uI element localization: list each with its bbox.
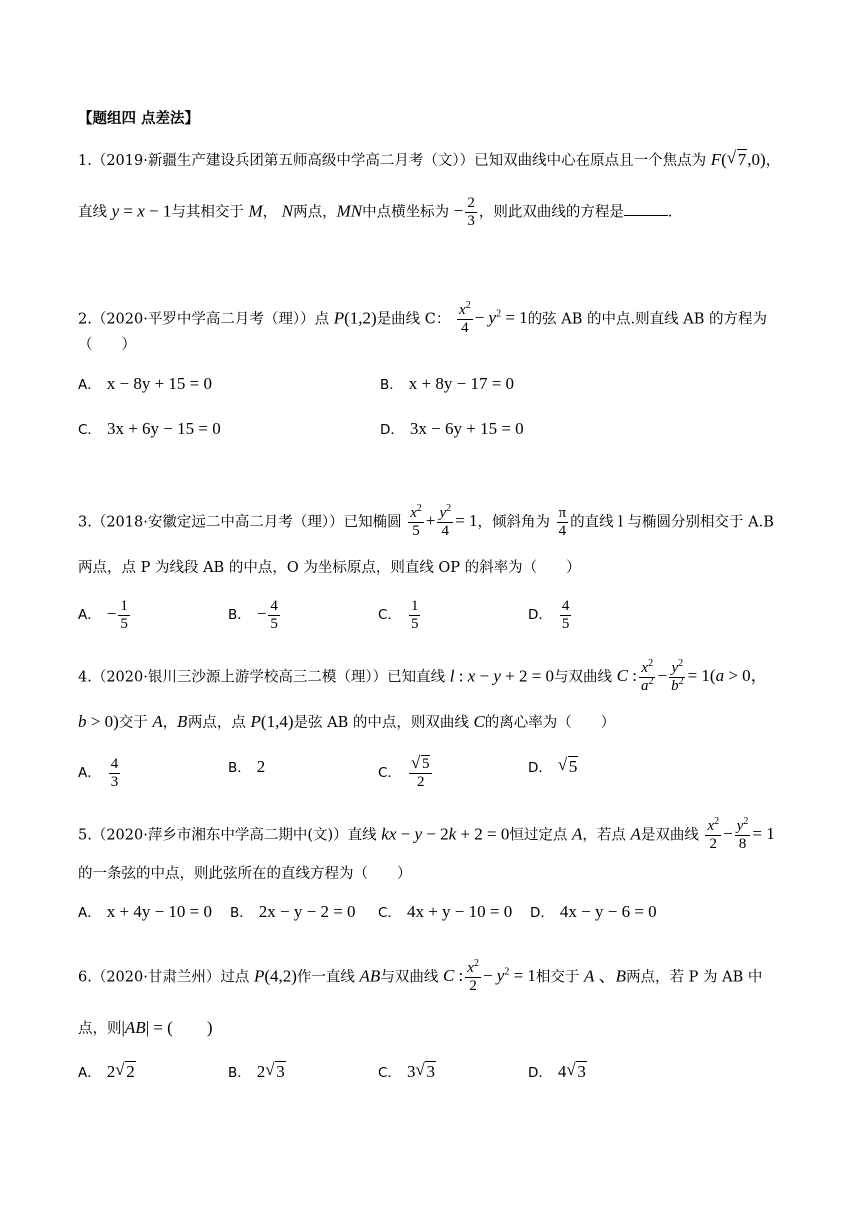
option-value: 2√ 3	[257, 1062, 286, 1081]
question-1-focus: F(√ 7,0)	[711, 150, 766, 169]
point-b: B	[177, 715, 188, 731]
question-3-option-a[interactable]	[78, 598, 132, 633]
question-2-option-c[interactable]	[78, 418, 221, 441]
question-3-text-a: 已知椭圆	[343, 514, 402, 531]
question-3-text-c: 的直线 l 与椭圆分别相交于 A.B	[570, 514, 774, 531]
question-6-text-line2: 点，则	[78, 1021, 122, 1037]
question-3-option-c[interactable]	[378, 598, 422, 633]
question-5-source: 5.（2020·萍乡市湘东中学高二期中(文)）	[78, 827, 348, 844]
option-value: x − 8y + 15 = 0	[106, 374, 213, 393]
section-heading: 【题组四 点差法】	[78, 111, 200, 127]
question-4-text-e: 是弦 AB 的中点，则双曲线	[293, 715, 469, 731]
question-3-line-1	[78, 505, 774, 540]
option-label: A．	[78, 765, 101, 782]
question-4-text-b: 与双曲线	[554, 669, 613, 686]
option-value: 4x − y − 6 = 0	[559, 902, 657, 921]
option-label: A．	[78, 1065, 101, 1081]
question-6-option-a[interactable]	[78, 1061, 136, 1084]
point-a: A	[152, 712, 163, 731]
question-4-option-a[interactable]	[78, 756, 122, 791]
option-label: A．	[78, 607, 101, 624]
option-label: D．	[528, 607, 552, 624]
option-value: 3x − 6y + 15 = 0	[409, 419, 524, 438]
option-value: x + 8y − 17 = 0	[408, 374, 515, 393]
option-label: B．	[228, 760, 251, 776]
option-label: D．	[530, 905, 554, 921]
question-6-line-2	[78, 1018, 213, 1039]
option-label: D．	[528, 1065, 552, 1081]
option-value: $\frac{4}{3}$	[110, 756, 119, 790]
question-1-text: 已知双曲线中心在原点且一个焦点为	[474, 153, 707, 169]
option-label: C．	[378, 1065, 401, 1081]
question-1-end: .	[667, 204, 673, 221]
question-3-option-b[interactable]	[228, 598, 282, 633]
answer-blank[interactable]	[624, 201, 668, 216]
question-2-line-1	[78, 302, 767, 337]
question-4-line-2: b > 0)交于 A，B两点，点 P(1,4)是弦 AB 的中点，则双曲线 C的离心率为（ ）	[78, 712, 616, 731]
question-6-option-c[interactable]	[378, 1061, 436, 1084]
question-5-hyperbola: $\frac{x^2}{2}$ − $\frac{y^2}{8}$ = 1	[707, 816, 775, 852]
question-1-text-f: ，则此双曲线的方程是	[478, 204, 624, 221]
option-label: C．	[378, 905, 401, 921]
option-label: C．	[378, 607, 401, 624]
question-3-option-d[interactable]	[528, 598, 573, 633]
question-1-line-eq: y = x − 1	[111, 201, 172, 221]
option-value: 2x − y − 2 = 0	[258, 902, 356, 921]
question-6-abs: |AB| = ( )	[121, 1018, 213, 1037]
option-value: √ 5	[558, 757, 579, 776]
question-6-source: 6.（2020·甘肃兰州）	[78, 969, 221, 986]
line-ab: AB	[359, 966, 381, 986]
question-5-option-c[interactable]	[378, 901, 512, 924]
question-2-curve: $\frac{x^2}{4}$ − $y^2 = 1$	[459, 300, 528, 336]
question-4-option-d[interactable]	[528, 756, 578, 779]
question-5-option-b[interactable]	[230, 901, 356, 924]
segment-mn: MN	[336, 201, 363, 221]
option-label: B．	[228, 607, 251, 624]
option-value: 4√ 3	[558, 1062, 587, 1081]
question-4-option-b[interactable]	[228, 756, 265, 779]
point-a-ref: A	[630, 824, 641, 844]
question-4-text-c: 交于	[118, 715, 148, 731]
question-1-line-1: 1.（2019·新疆生产建设兵团第五师高级中学高二月考（文））已知双曲线中心在原点且一个焦点为 F(√ 7,0)，	[78, 150, 780, 171]
option-value: 3√ 3	[407, 1062, 436, 1081]
question-1-source: 1.（2019·新疆生产建设兵团第五师高级中学高二月考（文））	[78, 153, 475, 169]
question-2-text-a: 点	[314, 311, 330, 328]
option-label: A．	[78, 905, 101, 921]
question-4-point: P(1,4)	[250, 712, 294, 731]
question-6-text-c: 与双曲线	[380, 969, 439, 986]
option-value: 2	[256, 757, 266, 776]
option-label: D．	[528, 760, 552, 776]
option-value: 2√ 2	[107, 1062, 136, 1081]
question-4-line-1	[78, 660, 768, 695]
question-1-text-c: 与其相交于	[171, 204, 244, 221]
question-5-option-a[interactable]	[78, 901, 212, 924]
question-1-text-b: 直线	[78, 204, 107, 221]
question-6-option-b[interactable]	[228, 1061, 286, 1084]
option-value: − $\frac{1}{5}$	[106, 598, 128, 632]
question-4-text-a: 已知直线	[387, 669, 446, 686]
option-label: B．	[228, 1065, 251, 1081]
question-5-text-b: 恒过定点	[509, 827, 568, 844]
question-3-text-b: ，倾斜角为	[477, 514, 550, 531]
option-value: x + 4y − 10 = 0	[106, 902, 213, 921]
point-m: M	[248, 201, 263, 221]
option-label: D．	[380, 422, 404, 438]
option-value: √ $\frac{5}{2}$	[407, 762, 435, 781]
question-3-ellipse: $\frac{x^2}{5}$ + $\frac{y^2}{4}$ = 1	[410, 503, 478, 539]
question-2-text-b: 是曲线 C：	[376, 311, 451, 328]
option-value: 4x + y − 10 = 0	[406, 902, 513, 921]
question-6-text-e: 两点，若 P 为 AB 中	[626, 969, 763, 986]
point-n: N	[281, 201, 294, 221]
question-2-source: 2.（2020·平罗中学高二月考（理））	[78, 311, 315, 328]
option-value: 3x + 6y − 15 = 0	[106, 419, 221, 438]
question-6-point: P(4,2)	[253, 966, 297, 986]
option-label: A．	[78, 377, 101, 393]
point-a-fixed: A	[571, 824, 583, 844]
question-2-option-d[interactable]	[380, 418, 524, 441]
option-value: $\frac{4}{5}$	[561, 598, 570, 632]
question-1-text-e: 中点横坐标为	[362, 204, 450, 221]
question-6-line-1	[78, 960, 762, 995]
curve-c: C	[473, 712, 485, 731]
question-2-text-c: 的弦 AB 的中点.则直线 AB 的方程为	[527, 311, 767, 328]
question-6-text-a: 过点	[220, 969, 250, 986]
option-value: − $\frac{4}{5}$	[256, 598, 278, 632]
question-4-text-f: 的离心率为（ ）	[484, 715, 616, 731]
question-5-line-eq: kx − y − 2k + 2 = 0	[381, 824, 510, 844]
question-6-hyperbola: C : $\frac{x^2}{2}$ − $y^2 = 1$	[442, 958, 536, 994]
question-2-point: P(1,2)	[333, 308, 377, 328]
option-label: B．	[380, 377, 403, 393]
question-3-line-2: 两点，点 P 为线段 AB 的中点，O 为坐标原点，则直线 OP 的斜率为（ ）	[78, 560, 581, 576]
question-1-frac: − $\frac{2}{3}$	[453, 195, 475, 229]
question-2-option-a[interactable]	[78, 373, 212, 396]
question-5-line-1	[78, 818, 775, 853]
question-5-text-d: 是双曲线	[640, 827, 699, 844]
question-3-source: 3.（2018·安徽定远二中高二月考（理））	[78, 514, 344, 531]
question-2-paren: （ ）	[78, 337, 136, 353]
question-6-option-d[interactable]	[528, 1061, 587, 1084]
option-label: C．	[78, 422, 101, 438]
question-5-line-2: 的一条弦的中点，则此弦所在的直线方程为（ ）	[78, 866, 412, 882]
question-1-text-d: 两点，	[293, 204, 337, 221]
question-4-option-c[interactable]	[378, 756, 434, 791]
option-value: $\frac{1}{5}$	[410, 598, 419, 632]
question-4-cond: b > 0)	[78, 712, 119, 731]
question-4-line-eq: l : x − y + 2 = 0	[449, 666, 555, 686]
option-label: C．	[378, 765, 401, 782]
question-2-option-b[interactable]	[380, 373, 514, 396]
question-4-hyperbola: C : $\frac{x^2}{a^2}$ − $\frac{y^2}{b^2}$ = 1(a > 0，	[616, 658, 768, 694]
option-label: B．	[230, 905, 253, 921]
question-6-text-d: 相交于	[535, 969, 580, 986]
points-a-b: A 、B	[584, 966, 627, 986]
question-4-source: 4.（2020·银川三沙源上游学校高三二模（理））	[78, 669, 388, 686]
question-6-text-b: 作一直线	[296, 969, 355, 986]
question-4-text-d: 两点，点	[187, 715, 246, 731]
question-5-option-d[interactable]	[530, 901, 657, 924]
question-5-text-c: ，若点	[582, 827, 626, 844]
question-1-line-2: 直线 y = x − 1与其相交于 M， N两点，MN中点横坐标为 − $\frac{2}{3}$ ，则此双曲线的方程是 .	[78, 195, 673, 229]
question-3-angle: $\frac{\pi}{4}$	[558, 505, 567, 539]
question-5-text-a: 直线	[347, 827, 377, 844]
